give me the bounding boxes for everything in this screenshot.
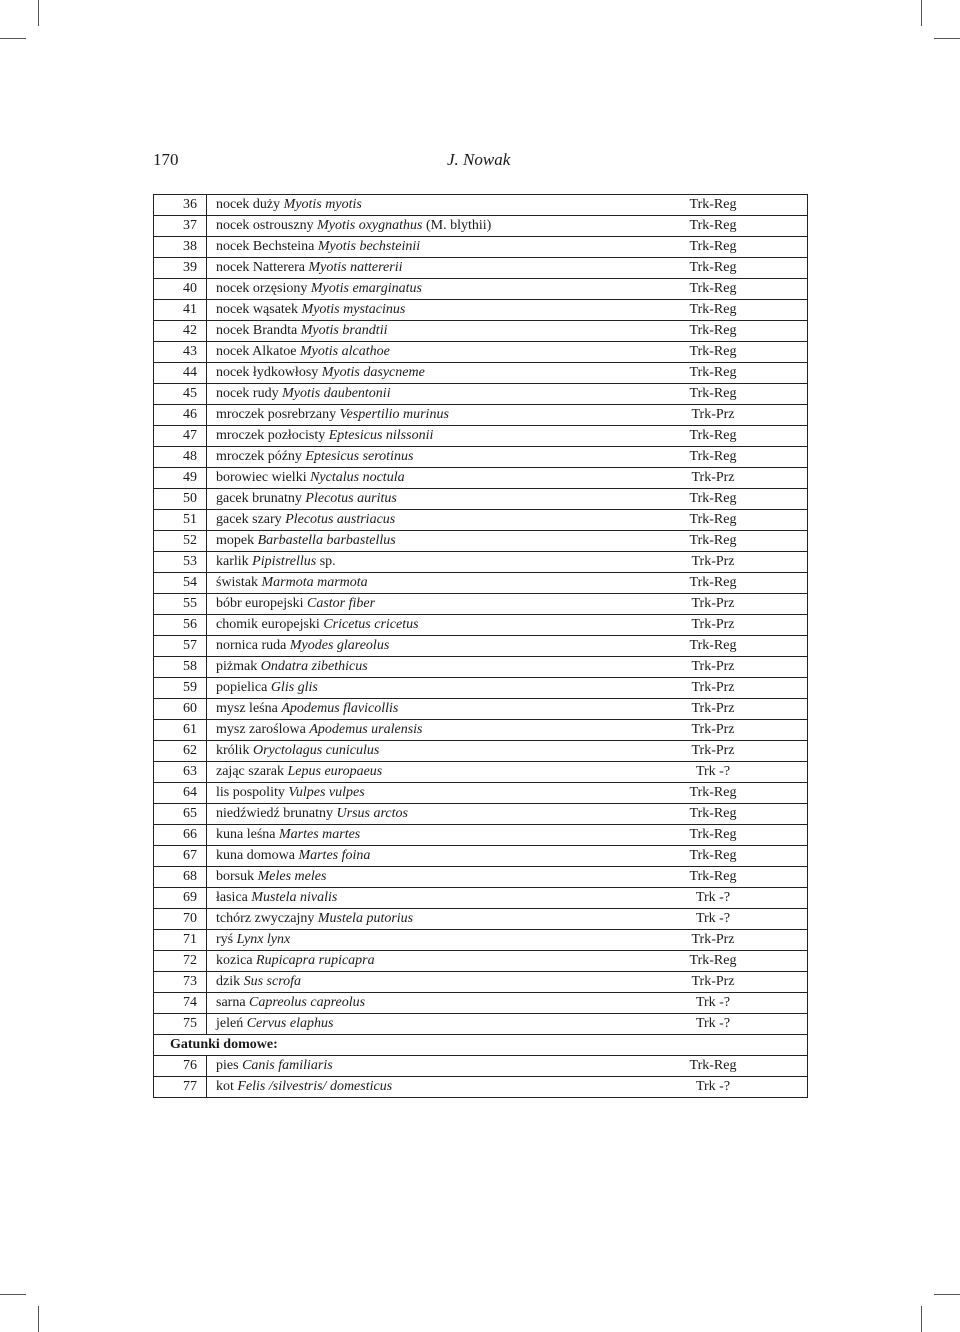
table-row [154,1056,808,1077]
common-name: nocek Alkatoe [216,344,300,359]
latin-name: Myotis oxygnathus [317,218,423,233]
common-name: lis pospolity [216,785,289,800]
species-name [207,405,644,426]
species-name [207,993,644,1014]
latin-name: Ondatra zibethicus [260,659,368,674]
row-number: 63 [154,762,207,783]
table-row [154,972,808,993]
status-code: Trk-Prz [643,552,808,573]
species-name [207,615,644,636]
row-number: 70 [154,909,207,930]
table-row [154,804,808,825]
species-name [207,783,644,804]
status-code: Trk-Reg [643,384,808,405]
status-code: Trk -? [643,1014,808,1035]
status-code: Trk-Reg [643,279,808,300]
species-name [207,930,644,951]
status-code: Trk -? [643,1077,808,1098]
status-code: Trk-Prz [643,405,808,426]
latin-name: Plecotus auritus [305,491,397,506]
row-number: 49 [154,468,207,489]
species-name [207,195,644,216]
table-row [154,1077,808,1098]
common-name: nornica ruda [216,638,290,653]
species-name [207,846,644,867]
table-row [154,825,808,846]
status-code: Trk-Reg [643,363,808,384]
table-row [154,384,808,405]
row-number: 54 [154,573,207,594]
row-number: 50 [154,489,207,510]
row-number: 52 [154,531,207,552]
latin-name: Myotis alcathoe [299,344,390,359]
latin-name: Felis /silvestris/ domesticus [237,1079,393,1094]
status-code: Trk-Prz [643,972,808,993]
common-name: mysz zaroślowa [216,722,310,737]
latin-name: Myotis nattererii [308,260,403,275]
common-name: nocek duży [216,197,284,212]
species-name [207,468,644,489]
row-number: 38 [154,237,207,258]
common-name: bóbr europejski [216,596,307,611]
species-name [207,699,644,720]
row-number: 46 [154,405,207,426]
common-name: dzik [216,974,244,989]
row-number: 59 [154,678,207,699]
species-name [207,972,644,993]
latin-name: Apodemus flavicollis [281,701,399,716]
species-name [207,825,644,846]
status-code: Trk-Reg [643,867,808,888]
common-name: ryś [216,932,237,947]
latin-name: Plecotus austriacus [285,512,396,527]
status-code: Trk -? [643,762,808,783]
table-row [154,405,808,426]
status-code: Trk-Reg [643,573,808,594]
table-row [154,951,808,972]
common-name: łasica [216,890,252,905]
status-code: Trk-Reg [643,531,808,552]
species-name [207,363,644,384]
status-code: Trk-Reg [643,804,808,825]
common-name: pies [216,1058,243,1073]
table-row [154,342,808,363]
species-name [207,258,644,279]
row-number: 45 [154,384,207,405]
status-code: Trk-Reg [643,489,808,510]
status-code: Trk-Reg [643,825,808,846]
table-row [154,888,808,909]
table-row [154,195,808,216]
latin-name: Cricetus cricetus [323,617,419,632]
row-number: 74 [154,993,207,1014]
latin-name: Myotis bechsteinii [317,239,421,254]
row-number: 68 [154,867,207,888]
table-row [154,762,808,783]
page-number: 170 [153,150,179,169]
section-row [154,1035,808,1056]
table-row [154,720,808,741]
table-row [154,1014,808,1035]
latin-name: Mustela nivalis [251,890,338,905]
latin-name: Myotis brandtii [300,323,388,338]
latin-name: Nyctalus noctula [310,470,405,485]
table-row [154,741,808,762]
row-number: 69 [154,888,207,909]
table-row [154,678,808,699]
status-code: Trk-Reg [643,216,808,237]
status-code: Trk-Reg [643,258,808,279]
species-name [207,951,644,972]
species-name [207,216,644,237]
species-name [207,384,644,405]
row-number: 60 [154,699,207,720]
common-name: nocek Natterera [216,260,309,275]
species-name [207,531,644,552]
table-row [154,846,808,867]
common-name: nocek wąsatek [216,302,302,317]
latin-name: Mustela putorius [317,911,414,926]
status-code: Trk-Reg [643,783,808,804]
status-code: Trk-Reg [643,237,808,258]
common-name: jeleń [216,1016,247,1031]
species-name [207,426,644,447]
row-number: 67 [154,846,207,867]
species-name [207,552,644,573]
species-table [153,194,808,1098]
latin-name: Eptesicus nilssonii [328,428,434,443]
table-row [154,510,808,531]
row-number: 62 [154,741,207,762]
common-name: piżmak [216,659,261,674]
common-name: kot [216,1079,238,1094]
latin-name: Oryctolagus cuniculus [252,743,380,758]
latin-name: Martes martes [278,827,361,842]
species-name [207,741,644,762]
row-number: 48 [154,447,207,468]
species-name [207,237,644,258]
common-name: niedźwiedź brunatny [216,806,337,821]
species-name [207,1056,644,1077]
latin-name: Martes foina [298,848,371,863]
status-code: Trk -? [643,993,808,1014]
row-number: 55 [154,594,207,615]
latin-name: Pipistrellus [252,554,317,569]
common-name: kuna domowa [216,848,299,863]
table-row [154,552,808,573]
species-name [207,489,644,510]
status-code: Trk-Reg [643,1056,808,1077]
status-code: Trk-Reg [643,510,808,531]
common-name: kuna leśna [216,827,279,842]
latin-name: Myotis emarginatus [310,281,422,296]
table-row [154,867,808,888]
latin-name: Canis familiaris [242,1058,333,1073]
latin-name: Lynx lynx [236,932,291,947]
table-row [154,993,808,1014]
common-name: nocek łydkowłosy [216,365,322,380]
species-table-body [154,195,808,1098]
latin-name: Barbastella barbastellus [257,533,396,548]
row-number: 40 [154,279,207,300]
species-name [207,594,644,615]
latin-name: Myodes glareolus [289,638,390,653]
species-name [207,804,644,825]
species-name [207,636,644,657]
latin-name: Castor fiber [306,596,376,611]
status-code: Trk-Prz [643,720,808,741]
crop-mark [934,38,960,39]
status-code: Trk-Reg [643,636,808,657]
table-row [154,258,808,279]
latin-name: Ursus arctos [336,806,408,821]
row-number: 76 [154,1056,207,1077]
table-row [154,636,808,657]
common-name: mroczek późny [216,449,306,464]
common-name: królik [216,743,253,758]
table-row [154,930,808,951]
latin-name: Vespertilio murinus [339,407,449,422]
common-name: zając szarak [216,764,288,779]
common-name: nocek Brandta [216,323,301,338]
common-name: gacek szary [216,512,286,527]
status-code: Trk-Prz [643,678,808,699]
common-name: świstak [216,575,262,590]
section-heading: Gatunki domowe: [154,1035,808,1056]
table-row [154,699,808,720]
status-code: Trk-Prz [643,741,808,762]
status-code: Trk-Prz [643,930,808,951]
species-name [207,1077,644,1098]
table-row [154,216,808,237]
common-name: nocek orzęsiony [216,281,311,296]
row-number: 71 [154,930,207,951]
status-code: Trk-Reg [643,447,808,468]
species-name [207,300,644,321]
row-number: 73 [154,972,207,993]
species-name [207,321,644,342]
common-name: mroczek posrebrzany [216,407,340,422]
common-name: kozica [216,953,257,968]
species-name [207,678,644,699]
species-name [207,1014,644,1035]
common-name: mopek [216,533,258,548]
crop-mark [0,38,26,39]
table-row [154,594,808,615]
latin-name: Apodemus uralensis [309,722,423,737]
latin-name: Cervus elaphus [246,1016,334,1031]
latin-name: Rupicapra rupicapra [256,953,375,968]
table-row [154,447,808,468]
common-name: borsuk [216,869,258,884]
row-number: 75 [154,1014,207,1035]
row-number: 53 [154,552,207,573]
name-suffix: (M. blythii) [422,218,492,233]
crop-mark [921,0,922,26]
latin-name: Lepus europaeus [287,764,383,779]
status-code: Trk-Prz [643,594,808,615]
species-name [207,279,644,300]
row-number: 56 [154,615,207,636]
table-row [154,321,808,342]
row-number: 57 [154,636,207,657]
row-number: 39 [154,258,207,279]
species-name [207,573,644,594]
running-head-author: J. Nowak [447,150,511,169]
status-code: Trk-Reg [643,426,808,447]
row-number: 37 [154,216,207,237]
latin-name: Vulpes vulpes [288,785,365,800]
common-name: nocek rudy [216,386,283,401]
row-number: 36 [154,195,207,216]
row-number: 77 [154,1077,207,1098]
status-code: Trk-Reg [643,195,808,216]
latin-name: Myotis daubentonii [282,386,391,401]
table-row [154,909,808,930]
table-row [154,237,808,258]
latin-name: Capreolus capreolus [249,995,366,1010]
species-name [207,510,644,531]
crop-mark [934,1294,960,1295]
row-number: 72 [154,951,207,972]
species-name [207,867,644,888]
status-code: Trk-Reg [643,951,808,972]
status-code: Trk-Prz [643,615,808,636]
common-name: chomik europejski [216,617,324,632]
row-number: 42 [154,321,207,342]
species-name [207,888,644,909]
table-row [154,468,808,489]
table-row [154,615,808,636]
row-number: 64 [154,783,207,804]
latin-name: Marmota marmota [261,575,368,590]
latin-name: Meles meles [257,869,327,884]
row-number: 65 [154,804,207,825]
table-row [154,657,808,678]
common-name: gacek brunatny [216,491,306,506]
species-name [207,720,644,741]
species-name [207,909,644,930]
row-number: 66 [154,825,207,846]
latin-name: Myotis mystacinus [301,302,406,317]
crop-mark [38,1306,39,1332]
table-row [154,426,808,447]
table-row [154,783,808,804]
status-code: Trk-Prz [643,699,808,720]
name-suffix: sp. [316,554,336,569]
status-code: Trk -? [643,888,808,909]
table-row [154,300,808,321]
species-name [207,342,644,363]
common-name: sarna [216,995,250,1010]
common-name: tchórz zwyczajny [216,911,318,926]
common-name: nocek Bechsteina [216,239,318,254]
latin-name: Eptesicus serotinus [305,449,414,464]
species-name [207,762,644,783]
row-number: 41 [154,300,207,321]
common-name: borowiec wielki [216,470,311,485]
common-name: mysz leśna [216,701,282,716]
table-row [154,279,808,300]
common-name: karlik [216,554,253,569]
row-number: 58 [154,657,207,678]
common-name: mroczek pozłocisty [216,428,329,443]
status-code: Trk-Reg [643,321,808,342]
row-number: 44 [154,363,207,384]
latin-name: Myotis dasycneme [321,365,425,380]
status-code: Trk-Reg [643,300,808,321]
table-row [154,573,808,594]
row-number: 43 [154,342,207,363]
row-number: 51 [154,510,207,531]
common-name: nocek ostrouszny [216,218,318,233]
species-name [207,657,644,678]
crop-mark [0,1294,26,1295]
table-row [154,489,808,510]
common-name: popielica [216,680,271,695]
status-code: Trk-Prz [643,468,808,489]
table-row [154,363,808,384]
status-code: Trk-Reg [643,846,808,867]
species-name [207,447,644,468]
latin-name: Myotis myotis [283,197,362,212]
row-number: 47 [154,426,207,447]
status-code: Trk-Prz [643,657,808,678]
table-row [154,531,808,552]
status-code: Trk -? [643,909,808,930]
status-code: Trk-Reg [643,342,808,363]
latin-name: Glis glis [270,680,318,695]
row-number: 61 [154,720,207,741]
latin-name: Sus scrofa [243,974,302,989]
crop-mark [921,1306,922,1332]
crop-mark [38,0,39,26]
